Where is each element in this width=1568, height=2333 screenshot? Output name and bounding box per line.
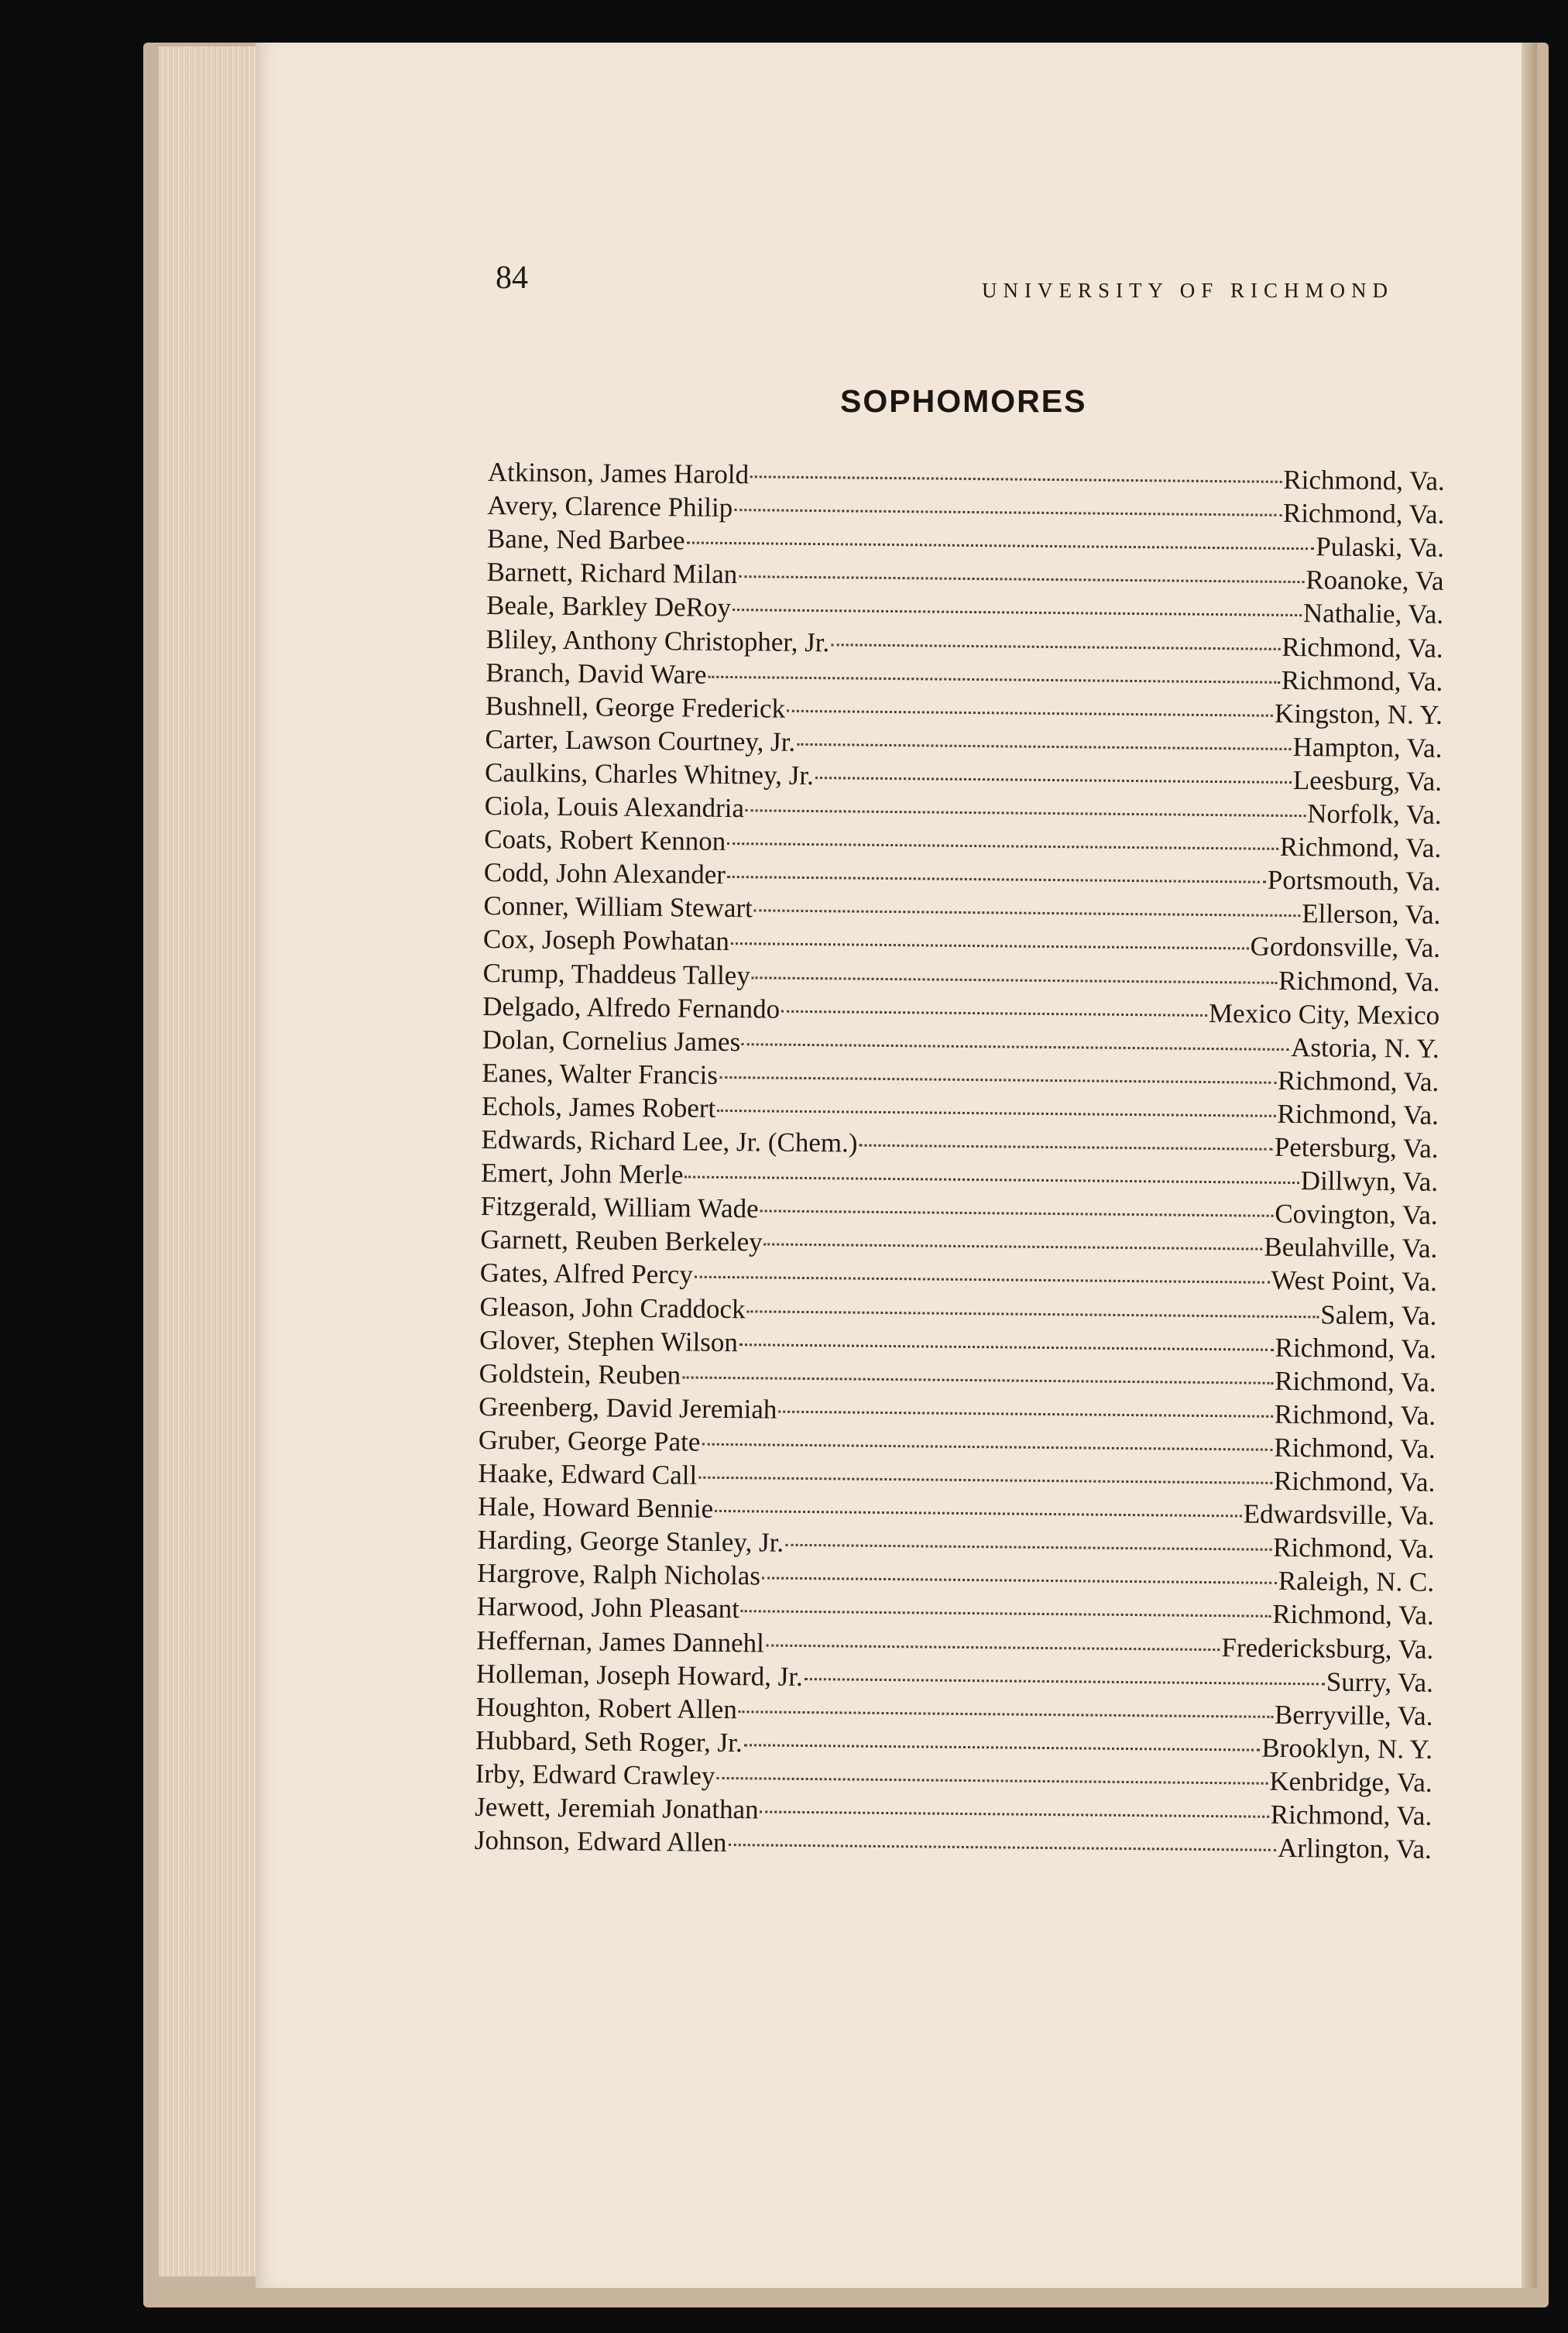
student-name: Garnett, Reuben Berkeley <box>480 1224 763 1257</box>
dot-leader <box>728 1844 1276 1851</box>
hometown: Richmond, Va. <box>1282 497 1445 530</box>
student-name: Branch, David Ware <box>485 657 707 690</box>
hometown: Hampton, Va. <box>1292 731 1443 763</box>
dot-leader <box>734 509 1282 516</box>
dot-leader <box>778 1410 1272 1417</box>
student-name: Echols, James Robert <box>481 1090 716 1124</box>
hometown: Pulaski, Va. <box>1316 531 1445 564</box>
student-name: Gates, Alfred Percy <box>479 1257 694 1290</box>
student-name: Hargrove, Ralph Nicholas <box>476 1558 761 1591</box>
dot-leader <box>687 542 1315 551</box>
hometown: Richmond, Va. <box>1273 1465 1436 1498</box>
dot-leader <box>764 1244 1263 1251</box>
student-name: Bliley, Anthony Christopher, Jr. <box>485 623 830 657</box>
student-name: Caulkins, Charles Whitney, Jr. <box>484 757 815 791</box>
dot-leader <box>762 1577 1277 1584</box>
student-name: Fitzgerald, William Wade <box>480 1191 759 1224</box>
hometown: Richmond, Va. <box>1275 1365 1436 1398</box>
dot-leader <box>685 1176 1299 1185</box>
hometown: Surry, Va. <box>1326 1666 1434 1698</box>
dot-leader <box>760 1810 1269 1817</box>
student-name: Coats, Robert Kennon <box>484 824 726 857</box>
dot-leader <box>746 809 1306 817</box>
student-name: Jewett, Jeremiah Jonathan <box>475 1791 759 1825</box>
dot-leader <box>859 1144 1272 1151</box>
dot-leader <box>744 1744 1261 1751</box>
hometown: Richmond, Va. <box>1274 1432 1436 1464</box>
hometown: Richmond, Va. <box>1277 1098 1439 1130</box>
hometown: Raleigh, N. C. <box>1278 1566 1435 1598</box>
hometown: Edwardsville, Va. <box>1243 1498 1436 1531</box>
dot-leader <box>698 1477 1272 1484</box>
dot-leader <box>708 675 1279 683</box>
hometown: Berryville, Va. <box>1274 1699 1433 1731</box>
dot-leader <box>781 1010 1207 1016</box>
student-name: Crump, Thaddeus Talley <box>482 957 751 990</box>
dot-leader <box>739 575 1304 583</box>
hometown: Richmond, Va. <box>1278 965 1440 997</box>
dot-leader <box>727 876 1266 883</box>
student-name: Cox, Joseph Powhatan <box>482 924 730 957</box>
section-title: SOPHOMORES <box>840 383 1087 419</box>
hometown: Roanoke, Va <box>1306 564 1444 597</box>
student-name: Bushnell, George Frederick <box>485 690 786 724</box>
hometown: West Point, Va. <box>1271 1265 1438 1298</box>
hometown: Richmond, Va. <box>1281 664 1443 697</box>
dot-leader <box>797 743 1291 750</box>
student-name: Gruber, George Pate <box>478 1424 701 1457</box>
hometown: Ellerson, Va. <box>1302 898 1441 931</box>
hometown: Richmond, Va. <box>1272 1532 1435 1564</box>
hometown: Fredericksburg, Va. <box>1221 1631 1434 1665</box>
page-number: 84 <box>496 260 528 296</box>
student-name: Holleman, Joseph Howard, Jr. <box>475 1658 803 1692</box>
student-name: Irby, Edward Crawley <box>475 1758 715 1791</box>
hometown: Richmond, Va. <box>1283 464 1445 496</box>
hometown: Covington, Va. <box>1275 1198 1438 1231</box>
hometown: Kenbridge, Va. <box>1269 1765 1432 1798</box>
dot-leader <box>787 709 1273 716</box>
dot-leader <box>715 1510 1242 1518</box>
dot-leader <box>785 1544 1271 1551</box>
running-head: UNIVERSITY OF RICHMOND <box>982 279 1395 302</box>
hometown: Portsmouth, Va. <box>1267 864 1441 897</box>
dot-leader <box>702 1443 1272 1451</box>
student-name: Johnson, Edward Allen <box>474 1825 727 1858</box>
dot-leader <box>742 1043 1289 1051</box>
student-name: Eanes, Walter Francis <box>482 1057 719 1090</box>
student-name: Glover, Stephen Wilson <box>479 1324 739 1357</box>
hometown: Dillwyn, Va. <box>1300 1165 1439 1197</box>
dot-leader <box>716 1777 1268 1785</box>
student-name: Hale, Howard Bennie <box>477 1491 714 1524</box>
dot-leader <box>760 1210 1274 1217</box>
hometown: Richmond, Va. <box>1275 1332 1437 1364</box>
student-name: Avery, Clarence Philip <box>487 490 733 523</box>
hometown: Astoria, N. Y. <box>1291 1031 1439 1064</box>
hometown: Petersburg, Va. <box>1274 1131 1439 1164</box>
student-name: Harding, George Stanley, Jr. <box>477 1525 784 1558</box>
dot-leader <box>731 942 1249 949</box>
dot-leader <box>727 842 1278 850</box>
dot-leader <box>717 1110 1275 1117</box>
student-name: Conner, William Stewart <box>483 890 753 924</box>
dot-leader <box>682 1376 1273 1384</box>
dot-leader <box>754 910 1300 918</box>
student-name: Hubbard, Seth Roger, Jr. <box>475 1724 743 1758</box>
dot-leader <box>695 1276 1270 1284</box>
hometown: Gordonsville, Va. <box>1250 931 1441 964</box>
student-name: Delgado, Alfredo Fernando <box>482 990 781 1024</box>
hometown: Salem, Va. <box>1320 1299 1437 1331</box>
dot-leader <box>815 777 1292 784</box>
dot-leader <box>741 1611 1271 1618</box>
hometown: Richmond, Va. <box>1274 1398 1436 1431</box>
student-name: Barnett, Richard Milan <box>486 557 738 590</box>
student-name: Gleason, John Craddock <box>479 1291 746 1324</box>
dot-leader <box>805 1678 1325 1685</box>
dot-leader <box>739 1343 1274 1351</box>
student-name: Emert, John Merle <box>480 1158 684 1190</box>
hometown: Leesburg, Va. <box>1292 764 1443 797</box>
dot-leader <box>733 609 1302 616</box>
hometown: Beulahville, Va. <box>1264 1231 1438 1264</box>
student-name: Goldstein, Reuben <box>479 1357 681 1391</box>
student-name: Harwood, John Pleasant <box>476 1591 740 1625</box>
student-name: Greenberg, David Jeremiah <box>479 1391 777 1425</box>
student-name: Beale, Barkley DeRoy <box>485 590 732 623</box>
hometown: Norfolk, Va. <box>1307 798 1442 830</box>
student-name: Haake, Edward Call <box>478 1457 698 1491</box>
student-name: Houghton, Robert Allen <box>475 1691 738 1724</box>
hometown: Richmond, Va. <box>1270 1799 1432 1831</box>
student-name: Codd, John Alexander <box>483 857 726 890</box>
dot-leader <box>750 475 1282 483</box>
student-name: Atkinson, James Harold <box>487 457 750 490</box>
hometown: Brooklyn, N. Y. <box>1261 1732 1433 1765</box>
dot-leader <box>747 1310 1319 1318</box>
hometown: Richmond, Va. <box>1277 1065 1439 1097</box>
hometown: Kingston, N. Y. <box>1274 698 1443 730</box>
student-name: Bane, Ned Barbee <box>486 523 685 556</box>
hometown: Richmond, Va. <box>1282 631 1443 664</box>
dot-leader <box>752 976 1277 984</box>
dot-leader <box>739 1710 1273 1718</box>
dot-leader <box>831 643 1280 650</box>
hometown: Richmond, Va. <box>1279 831 1442 863</box>
student-name: Dolan, Cornelius James <box>482 1024 741 1057</box>
dot-leader <box>719 1076 1276 1084</box>
student-name: Heffernan, James Dannehl <box>476 1625 765 1658</box>
student-name: Ciola, Louis Alexandria <box>484 790 745 824</box>
student-name: Carter, Lawson Courtney, Jr. <box>485 723 796 757</box>
hometown: Nathalie, Va. <box>1302 598 1444 630</box>
hometown: Richmond, Va. <box>1272 1599 1434 1631</box>
student-name: Edwards, Richard Lee, Jr. (Chem.) <box>481 1124 858 1158</box>
hometown: Mexico City, Mexico <box>1208 997 1440 1031</box>
dot-leader <box>766 1644 1220 1651</box>
hometown: Arlington, Va. <box>1277 1832 1432 1865</box>
